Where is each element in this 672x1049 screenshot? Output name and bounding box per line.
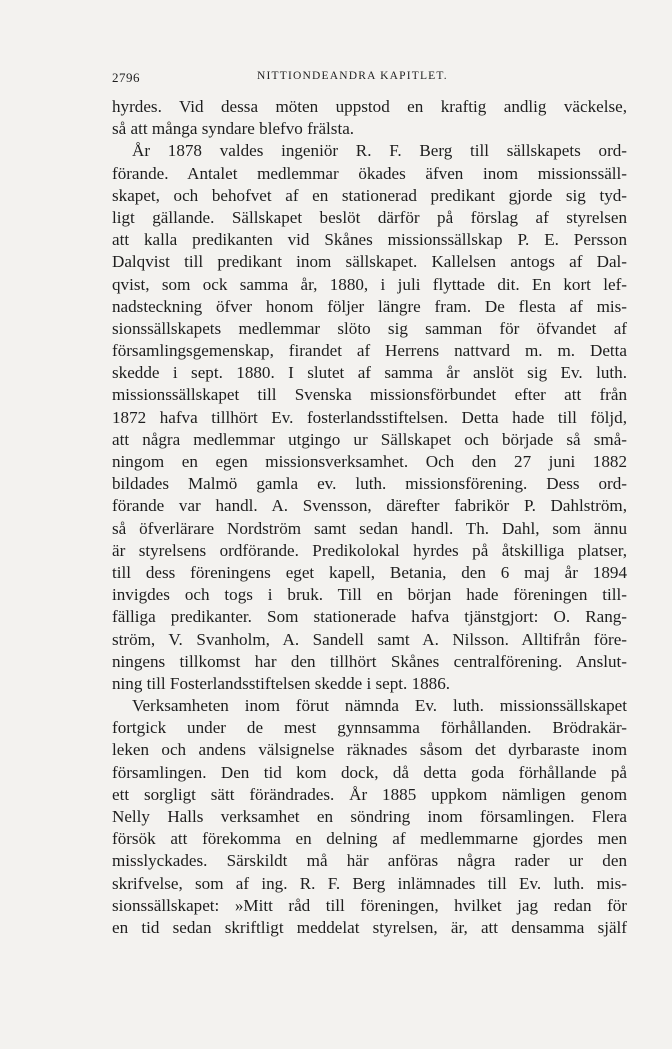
text-line: hyrdes. Vid dessa möten uppstod en kraftig andlig väckelse, [112,97,627,116]
page-number: 2796 [112,70,140,85]
text-line: fortgick under de mest gynnsamma förhållanden. Brödrakär- [112,718,627,738]
text-line: så öfverlärare Nordström samt sedan handl. Th. Dahl, som ännu [112,518,627,538]
text-line: Verksamheten inom förut nämnda Ev. luth. missionssällskapet [132,696,627,716]
text-line: att kalla predikanten vid Skånes missionssällskap P. E. Persson [112,230,627,250]
text-line: en tid sedan skriftligt meddelat styrelsen, är, att densamma själf [112,917,627,937]
text-line: missionssällskapet till Svenska missionsförbundet efter att från [112,385,627,405]
text-line: ligt gällande. Sällskapet beslöt därför på förslag af styrelsen [112,207,627,227]
text-line: 1872 hafva tillhört Ev. fosterlandsstiftelsen. Detta hade till följd, [112,407,627,427]
text-line: är styrelsens ordförande. Predikolokal hyrdes på åtskilliga platser, [112,540,627,560]
text-line: nadsteckning öfver honom följer längre fram. De flesta af mis- [112,296,627,316]
running-head [112,70,627,90]
text-line: till dess föreningens eget kapell, Betania, den 6 maj år 1894 [112,562,627,582]
text-line: församlingsgemenskap, firandet af Herrens nattvard m. m. Detta [112,341,627,361]
text-line: Nelly Halls verksamhet en söndring inom församlingen. Flera [112,807,627,826]
text-line: sionssällskapets medlemmar slöto sig samman för öfvandet af [112,318,627,338]
text-line: att några medlemmar utgingo ur Sällskapet och började så små- [112,429,627,449]
text-line: qvist, som ock samma år, 1880, i juli flyttade dit. En kort lef- [112,274,627,294]
text-line: ning till Fosterlandsstiftelsen skedde i sept. 1886. [112,673,451,693]
text-line: skapet, och behofvet af en stationerad predikant gjorde sig tyd- [112,185,627,205]
text-line: ström, V. Svanholm, A. Sandell samt A. Nilsson. Alltifrån före- [112,629,627,649]
text-line: skrifvelse, som af ing. R. F. Berg inlämnades till Ev. luth. mis- [112,873,627,893]
text-line: så att många syndare blefvo frälsta. [112,119,355,139]
text-line: ningom en egen missionsverksamhet. Och den 27 juni 1882 [112,452,627,471]
text-line: ningens tillkomst har den tillhört Skånes centralförening. Anslut- [112,651,627,671]
chapter-title: NITTIONDEANDRA KAPITLET. [257,70,448,82]
text-line: försök att förekomma en delning af medlemmarne gjordes men [112,829,627,849]
text-line: sionssällskapet: »Mitt råd till föreningen, hvilket jag redan för [112,895,627,915]
text-line: fälliga predikanter. Som stationerade hafva tjänstgjort: O. Rang- [112,607,627,627]
text-line: bildades Malmö gamla ev. luth. missionsförening. Dess ord- [112,474,627,494]
text-line: förande. Antalet medlemmar ökades äfven inom missionssäll- [112,163,627,183]
text-line: leken och andens välsignelse räknades såsom det dyrbaraste inom [112,740,627,760]
text-line: församlingen. Den tid kom dock, då detta goda förhållande på [112,762,627,782]
text-line: invigdes och togs i bruk. Till en början hade föreningen till- [112,585,627,605]
text-line: misslyckades. Särskildt må här anföras några rader ur den [112,851,627,871]
text-line: År 1878 valdes ingeniör R. F. Berg till sällskapets ord- [132,141,627,161]
text-line: Dalqvist till predikant inom sällskapet. Kallelsen antogs af Dal- [112,252,627,272]
text-line: ett sorgligt sätt förändrades. År 1885 uppkom nämligen genom [112,784,627,804]
text-line: förande var handl. A. Svensson, därefter fabrikör P. Dahlström, [112,496,627,516]
body-text [112,96,627,939]
text-line: skedde i sept. 1880. I slutet af samma år anslöt sig Ev. luth. [112,363,627,383]
